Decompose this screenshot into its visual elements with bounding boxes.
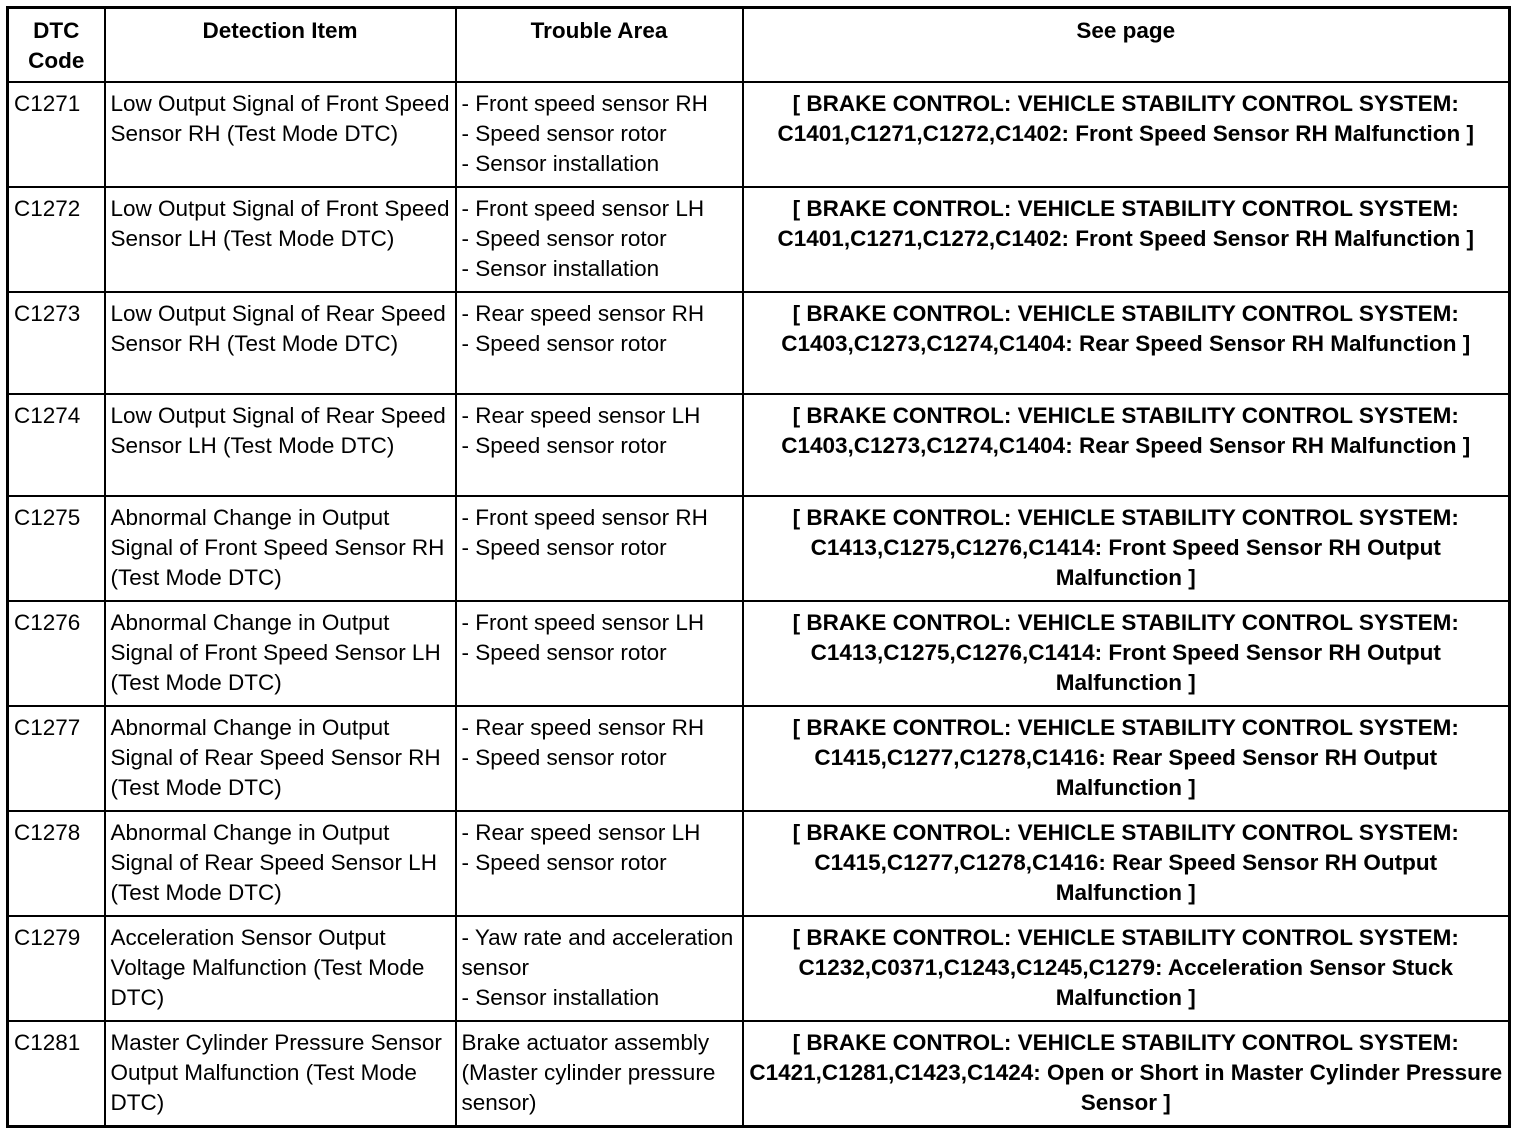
see-page-link[interactable]: [ BRAKE CONTROL: VEHICLE STABILITY CONTROL SYSTEM: C1415,C1277,C1278,C1416: Rear Speed Sensor RH Output Malfunction ] (743, 811, 1510, 916)
dtc-code-cell: C1273 (8, 292, 105, 394)
trouble-area-item: - Front speed sensor LH (461, 196, 705, 221)
see-page-link[interactable]: [ BRAKE CONTROL: VEHICLE STABILITY CONTROL SYSTEM: C1403,C1273,C1274,C1404: Rear Speed Sensor RH Malfunction ] (743, 292, 1510, 394)
table-header (8, 8, 1510, 83)
dtc-code-cell: C1271 (8, 82, 105, 187)
header-trouble-area: Trouble Area (456, 8, 743, 83)
trouble-area-item: - Speed sensor rotor (461, 850, 667, 875)
trouble-area-cell (456, 916, 743, 1021)
trouble-area-item: Brake actuator assembly (Master cylinder pressure sensor) (461, 1030, 716, 1115)
trouble-area-item: - Rear speed sensor LH (461, 820, 701, 845)
trouble-area-item: - Speed sensor rotor (461, 640, 667, 665)
detection-item-cell: Abnormal Change in Output Signal of Rear Speed Sensor RH (Test Mode DTC) (105, 706, 456, 811)
see-page-link[interactable]: [ BRAKE CONTROL: VEHICLE STABILITY CONTROL SYSTEM: C1415,C1277,C1278,C1416: Rear Speed Sensor RH Output Malfunction ] (743, 706, 1510, 811)
trouble-area-item: - Rear speed sensor RH (461, 715, 705, 740)
detection-item-cell: Master Cylinder Pressure Sensor Output Malfunction (Test Mode DTC) (105, 1021, 456, 1127)
table-row-c1271 (8, 82, 1510, 187)
trouble-area-item: - Rear speed sensor LH (461, 403, 701, 428)
trouble-area-cell (456, 292, 743, 394)
detection-item-cell: Low Output Signal of Rear Speed Sensor RH (Test Mode DTC) (105, 292, 456, 394)
trouble-area-item: - Front speed sensor LH (461, 610, 705, 635)
table-row-c1272 (8, 187, 1510, 292)
trouble-area-cell (456, 706, 743, 811)
table-row-c1278 (8, 811, 1510, 916)
trouble-area-item: - Speed sensor rotor (461, 331, 667, 356)
trouble-area-item: - Front speed sensor RH (461, 91, 708, 116)
trouble-area-item: - Speed sensor rotor (461, 433, 667, 458)
see-page-link[interactable]: [ BRAKE CONTROL: VEHICLE STABILITY CONTROL SYSTEM: C1401,C1271,C1272,C1402: Front Speed Sensor RH Malfunction ] (743, 82, 1510, 187)
table-row-c1281 (8, 1021, 1510, 1127)
trouble-area-item: - Speed sensor rotor (461, 226, 667, 251)
table-row-c1273 (8, 292, 1510, 394)
see-page-link[interactable]: [ BRAKE CONTROL: VEHICLE STABILITY CONTROL SYSTEM: C1232,C0371,C1243,C1245,C1279: Acceleration Sensor Stuck Malfunction ] (743, 916, 1510, 1021)
trouble-area-item: - Yaw rate and acceleration sensor (461, 925, 734, 980)
detection-item-cell: Low Output Signal of Front Speed Sensor RH (Test Mode DTC) (105, 82, 456, 187)
dtc-code-cell: C1279 (8, 916, 105, 1021)
header-row (8, 8, 1510, 83)
header-see-page: See page (743, 8, 1510, 83)
detection-item-cell: Acceleration Sensor Output Voltage Malfunction (Test Mode DTC) (105, 916, 456, 1021)
table-row-c1279 (8, 916, 1510, 1021)
dtc-table (6, 6, 1511, 1128)
detection-item-cell: Low Output Signal of Front Speed Sensor LH (Test Mode DTC) (105, 187, 456, 292)
trouble-area-item: - Sensor installation (461, 985, 660, 1010)
trouble-area-cell (456, 601, 743, 706)
trouble-area-item: - Sensor installation (461, 151, 660, 176)
table-row-c1275 (8, 496, 1510, 601)
dtc-code-cell: C1276 (8, 601, 105, 706)
trouble-area-item: - Speed sensor rotor (461, 121, 667, 146)
trouble-area-item: - Rear speed sensor RH (461, 301, 705, 326)
detection-item-cell: Abnormal Change in Output Signal of Front Speed Sensor LH (Test Mode DTC) (105, 601, 456, 706)
see-page-link[interactable]: [ BRAKE CONTROL: VEHICLE STABILITY CONTROL SYSTEM: C1413,C1275,C1276,C1414: Front Speed Sensor RH Output Malfunction ] (743, 496, 1510, 601)
table-row-c1277 (8, 706, 1510, 811)
trouble-area-cell (456, 811, 743, 916)
detection-item-cell: Abnormal Change in Output Signal of Rear Speed Sensor LH (Test Mode DTC) (105, 811, 456, 916)
table-row-c1274 (8, 394, 1510, 496)
trouble-area-cell (456, 187, 743, 292)
trouble-area-item: - Speed sensor rotor (461, 535, 667, 560)
dtc-code-cell: C1274 (8, 394, 105, 496)
see-page-link[interactable]: [ BRAKE CONTROL: VEHICLE STABILITY CONTROL SYSTEM: C1403,C1273,C1274,C1404: Rear Speed Sensor RH Malfunction ] (743, 394, 1510, 496)
trouble-area-cell (456, 1021, 743, 1127)
dtc-code-cell: C1272 (8, 187, 105, 292)
see-page-link[interactable]: [ BRAKE CONTROL: VEHICLE STABILITY CONTROL SYSTEM: C1413,C1275,C1276,C1414: Front Speed Sensor RH Output Malfunction ] (743, 601, 1510, 706)
trouble-area-item: - Sensor installation (461, 256, 660, 281)
dtc-code-cell: C1275 (8, 496, 105, 601)
dtc-code-cell: C1281 (8, 1021, 105, 1127)
trouble-area-item: - Front speed sensor RH (461, 505, 708, 530)
see-page-link[interactable]: [ BRAKE CONTROL: VEHICLE STABILITY CONTROL SYSTEM: C1401,C1271,C1272,C1402: Front Speed Sensor RH Malfunction ] (743, 187, 1510, 292)
dtc-code-cell: C1278 (8, 811, 105, 916)
trouble-area-cell (456, 82, 743, 187)
see-page-link[interactable]: [ BRAKE CONTROL: VEHICLE STABILITY CONTROL SYSTEM: C1421,C1281,C1423,C1424: Open or Short in Master Cylinder Pressure Sensor ] (743, 1021, 1510, 1127)
header-detection-item: Detection Item (105, 8, 456, 83)
trouble-area-cell (456, 496, 743, 601)
trouble-area-item: - Speed sensor rotor (461, 745, 667, 770)
trouble-area-cell (456, 394, 743, 496)
detection-item-cell: Low Output Signal of Rear Speed Sensor LH (Test Mode DTC) (105, 394, 456, 496)
table-row-c1276 (8, 601, 1510, 706)
table-body (8, 82, 1510, 1127)
detection-item-cell: Abnormal Change in Output Signal of Front Speed Sensor RH (Test Mode DTC) (105, 496, 456, 601)
dtc-table-container (6, 6, 1511, 1128)
header-dtc-code: DTC Code (8, 8, 105, 83)
dtc-code-cell: C1277 (8, 706, 105, 811)
